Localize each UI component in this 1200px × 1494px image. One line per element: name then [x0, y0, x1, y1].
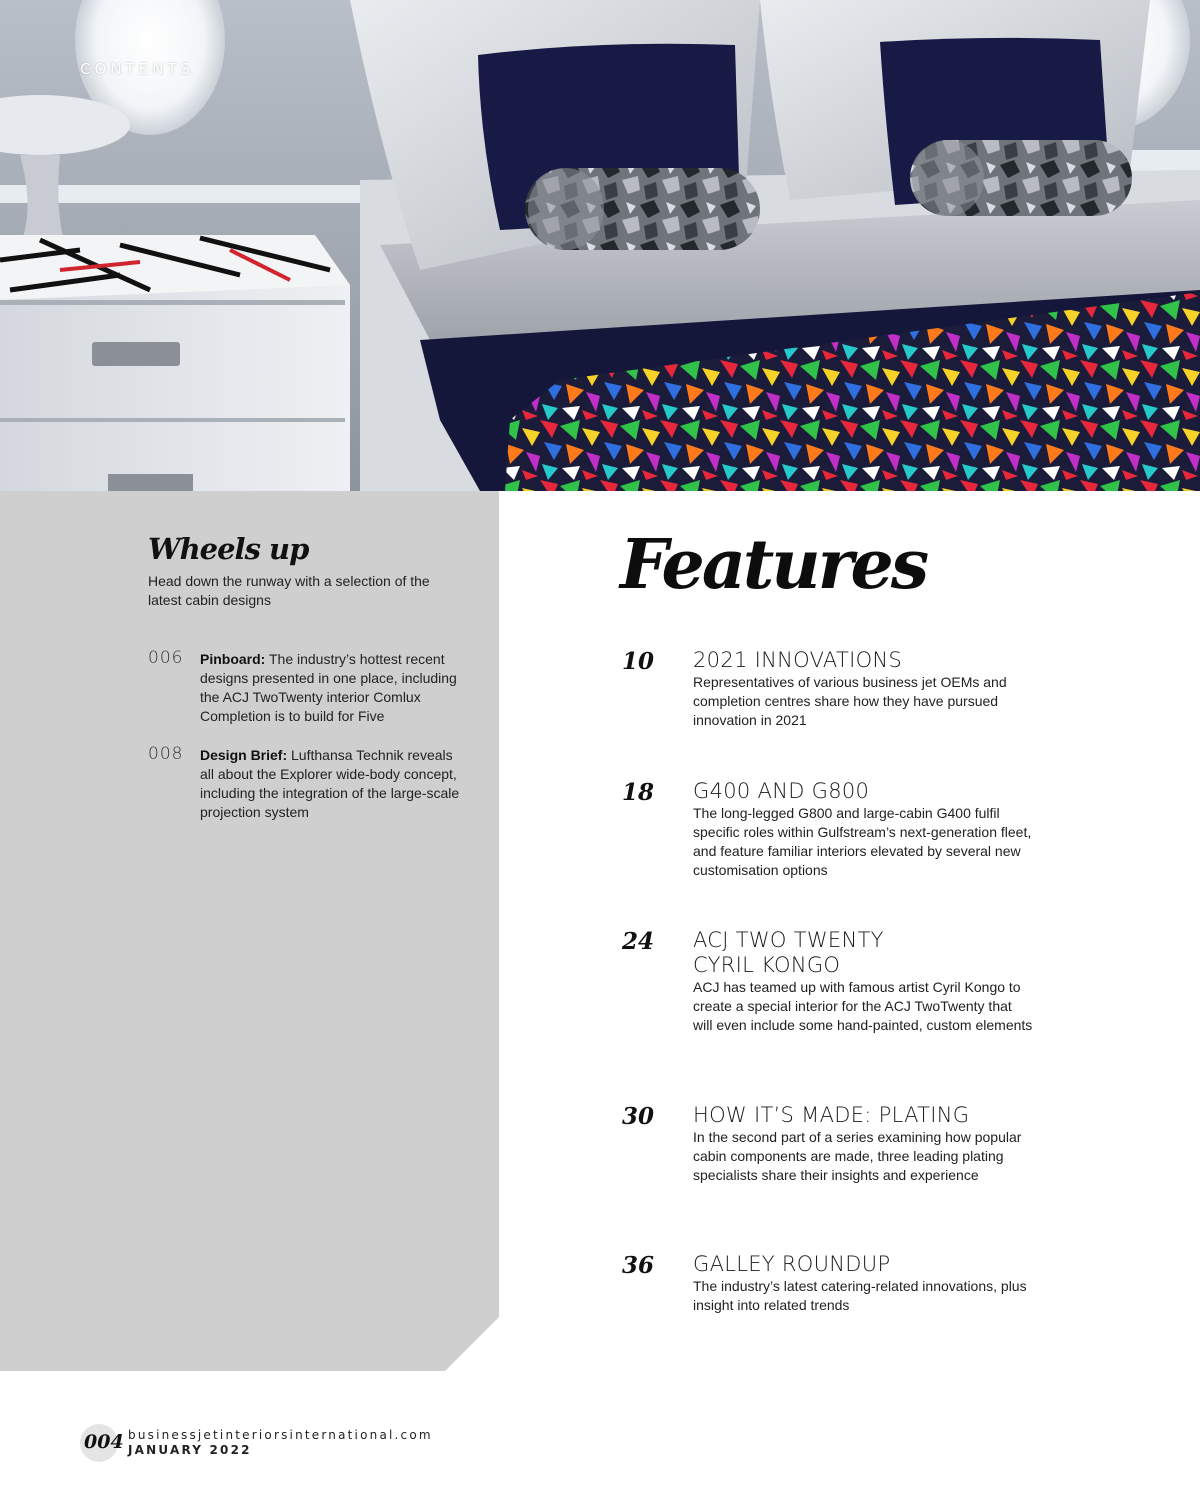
wheels-up-panel [0, 491, 499, 1371]
item-text: Lufthansa Technik reveals all about the Explorer wide-body concept, including the integration of the large-scale projection system [200, 747, 460, 820]
item-lead: Pinboard: [200, 651, 266, 667]
page-number: 18 [622, 779, 655, 806]
wheels-up-title: Wheels up [148, 532, 309, 566]
feature-description: In the second part of a series examining how popular cabin components are made, three leading plating specialists share their insights and experience [693, 1129, 1022, 1183]
feature-description: The long-legged G800 and large-cabin G400 fulfil specific roles within Gulfstream’s next-generation fleet, and feature familiar interiors elevated by several new customisation options [693, 805, 1032, 878]
page-number: 006 [148, 648, 184, 668]
item-description [200, 746, 462, 822]
feature-description: ACJ has teamed up with famous artist Cyril Kongo to create a special interior for the ACJ TwoTwenty that will even include some hand-painted, custom elements [693, 979, 1033, 1033]
section-label: CONTENTS [80, 60, 195, 78]
website-link[interactable]: businessjetinteriorsinternational.com [128, 1428, 433, 1442]
item-description [200, 650, 462, 726]
page-number: 36 [622, 1252, 655, 1279]
item-text: The industry’s hottest recent designs presented in one place, including the ACJ TwoTwenty interior Comlux Completion is to build for Five [200, 651, 457, 724]
page-number: 30 [622, 1103, 655, 1130]
feature-description: Representatives of various business jet OEMs and completion centres share how they have pursued innovation in 2021 [693, 674, 1007, 728]
feature-heading: HOW IT’S MADE: PLATING [693, 1103, 970, 1127]
features-title: Features [620, 525, 927, 605]
page-number: 008 [148, 744, 184, 764]
hero-photo [0, 0, 1200, 491]
feature-heading: 2021 INNOVATIONS [693, 648, 903, 672]
feature-description: The industry’s latest catering-related innovations, plus insight into related trends [693, 1278, 1027, 1313]
issue-date: JANUARY 2022 [128, 1443, 252, 1457]
feature-heading: GALLEY ROUNDUP [693, 1252, 891, 1276]
wheels-up-subtitle: Head down the runway with a selection of the latest cabin designs [148, 573, 430, 608]
feature-heading: ACJ TWO TWENTY CYRIL KONGO [693, 928, 884, 977]
page-number: 24 [622, 928, 655, 955]
feature-heading: G400 AND G800 [693, 779, 870, 803]
folio-number: 004 [84, 1431, 124, 1453]
item-lead: Design Brief: [200, 747, 288, 763]
page-number: 10 [622, 648, 655, 675]
